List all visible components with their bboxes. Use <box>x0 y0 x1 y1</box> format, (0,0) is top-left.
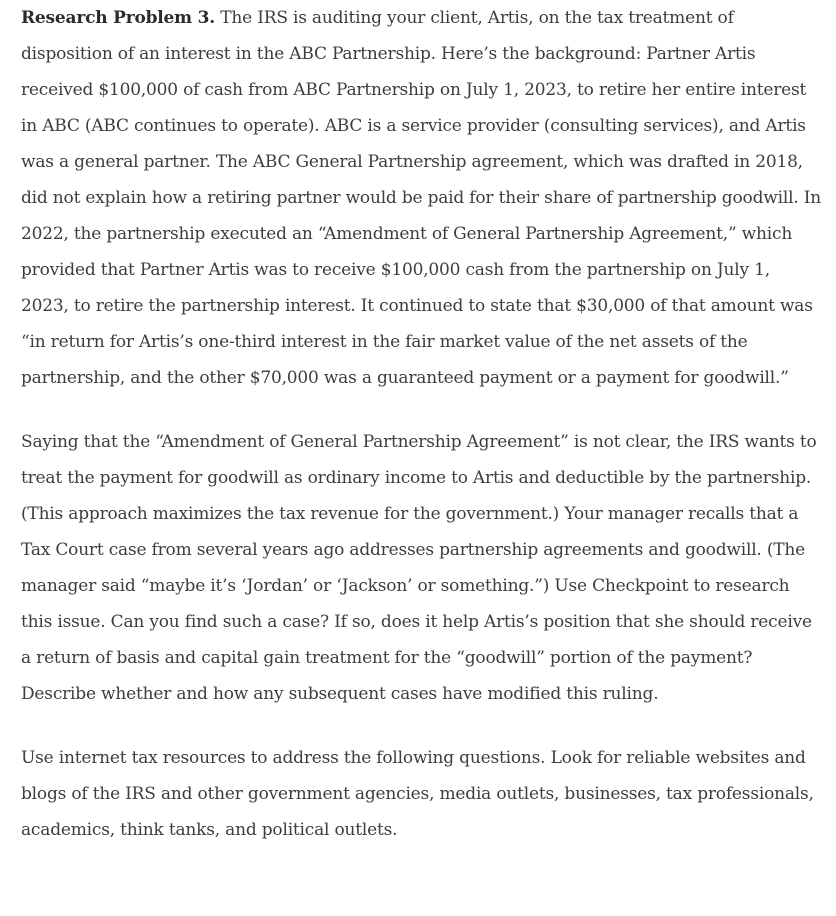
problem-paragraph-2: Saying that the “Amendment of General Partnership Agreement” is not clear, the IRS wants to treat the payment for goodwill as ordinary income to Artis and deductible by the partnership. (This approach maximizes the tax revenue for the government.) Your manager recalls that a Tax Court case from several years ago addresses partnership agreements and goodwill. (The manager said “maybe it’s ‘Jordan’ or ‘Jackson’ or something.”) Use Checkpoint to research this issue. Can you find such a case? If so, does it help Artis’s position that she should receive a return of basis and capital gain treatment for the “goodwill” portion of the payment? Describe whether and how any subsequent cases have modified this ruling. <box>21 432 817 704</box>
problem-paragraph-1-text: The IRS is auditing your client, Artis, on the tax treatment of disposition of an interest in the ABC Partnership. Here’s the background: Partner Artis received $100,000 of cash from ABC Partnership on July 1, 2023, to retire her entire interest in ABC (ABC continues to operate). ABC is a service provider (consulting services), and Artis was a general partner. The ABC General Partnership agreement, which was drafted in 2018, did not explain how a retiring partner would be paid for their share of partnership goodwill. In 2022, the partnership executed an “Amendment of General Partnership Agreement,” which provided that Partner Artis was to receive $100,000 cash from the partnership on July 1, 2023, to retire the partnership interest. It continued to state that $30,000 of that amount was “in return for Artis’s one-third interest in the fair market value of the net assets of the partnership, and the other $70,000 was a guaranteed payment or a payment for goodwill.” <box>21 8 821 388</box>
document-body <box>21 0 821 848</box>
problem-paragraph-3: Use internet tax resources to address the following questions. Look for reliable websites and blogs of the IRS and other government agencies, media outlets, businesses, tax professionals, academics, think tanks, and political outlets. <box>21 748 814 840</box>
problem-paragraph-1 <box>21 0 821 396</box>
problem-label: Research Problem 3. <box>21 8 216 28</box>
